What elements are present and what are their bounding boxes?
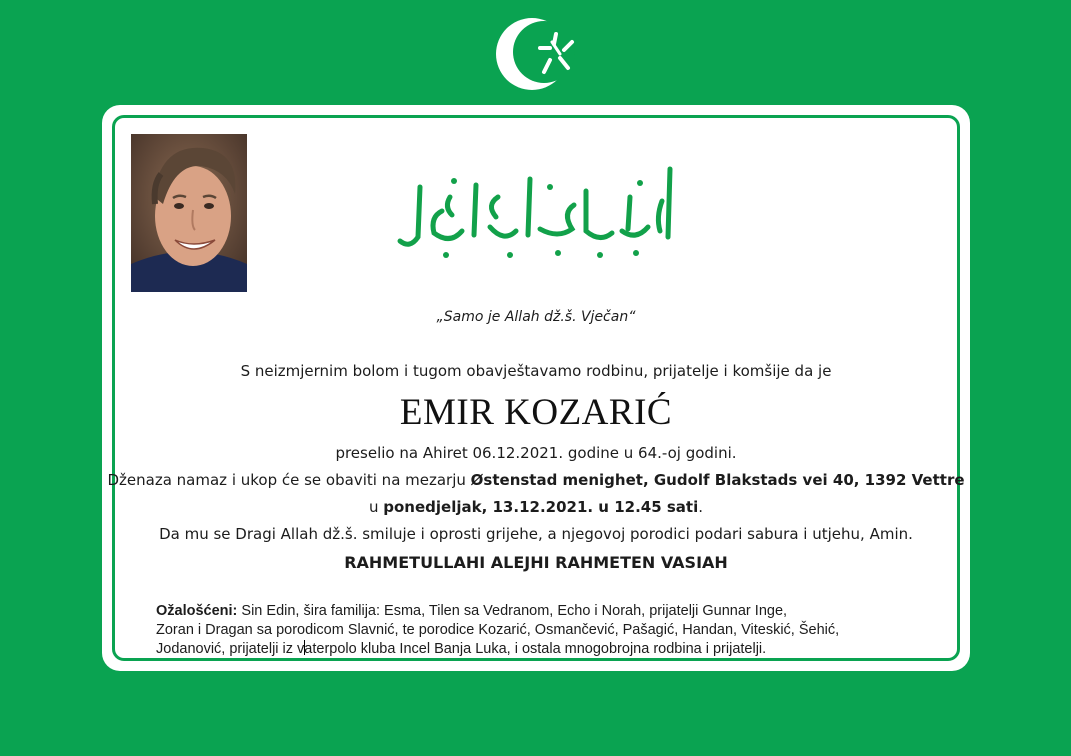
prayer-text: Da mu se Dragi Allah dž.š. smiluje i oprosti grijehe, a njegovoj porodici podari sabura i utjehu, Amin. xyxy=(159,525,913,543)
crescent-and-star-icon xyxy=(494,14,578,94)
burial-location: Østenstad menighet, Gudolf Blakstads vei 40, 1392 Vettre xyxy=(470,471,965,489)
death-date-text: preselio na Ahiret 06.12.2021. godine u 64.-oj godini. xyxy=(335,444,737,462)
burial-date: ponedjeljak, 13.12.2021. u 12.45 sati xyxy=(383,498,699,516)
deceased-name: EMIR KOZARIĆ xyxy=(399,392,673,433)
burial-date-text xyxy=(102,498,970,516)
arabic-calligraphy-icon xyxy=(390,157,690,282)
burial-prefix: Dženaza namaz i ukop će se obaviti na mezarju xyxy=(107,471,471,489)
obituary-card xyxy=(102,105,970,671)
burial-date-prefix: u xyxy=(368,498,384,516)
mourners-line-3b: aterpolo kluba Incel Banja Luka, i ostala mnogobrojna rodbina i prijatelji. xyxy=(304,641,767,657)
portrait-photo xyxy=(131,134,247,292)
mourners-line-1: Sin Edin, šira familija: Esma, Tilen sa Vedranom, Echo i Norah, prijatelji Gunnar Inge, xyxy=(237,603,788,619)
closing-phrase: RAHMETULLAHI ALEJHI RAHMETEN VASIAH xyxy=(344,553,728,572)
burial-location-text xyxy=(102,471,970,489)
quote: „Samo je Allah dž.š. Vječan“ xyxy=(436,309,636,325)
mourners-line-3a: Jodanović, prijatelji iz v xyxy=(156,641,305,657)
mourners-text[interactable] xyxy=(156,602,946,659)
mourners-label: Ožalošćeni: xyxy=(156,603,238,619)
intro-text: S neizmjernim bolom i tugom obavještavamo rodbinu, prijatelje i komšije da je xyxy=(240,362,832,380)
mourners-line-2: Zoran i Dragan sa porodicom Slavnić, te porodice Kozarić, Osmančević, Pašagić, Handan, Viteskić, Šehić, xyxy=(156,622,840,638)
burial-date-suffix: . xyxy=(698,498,704,516)
